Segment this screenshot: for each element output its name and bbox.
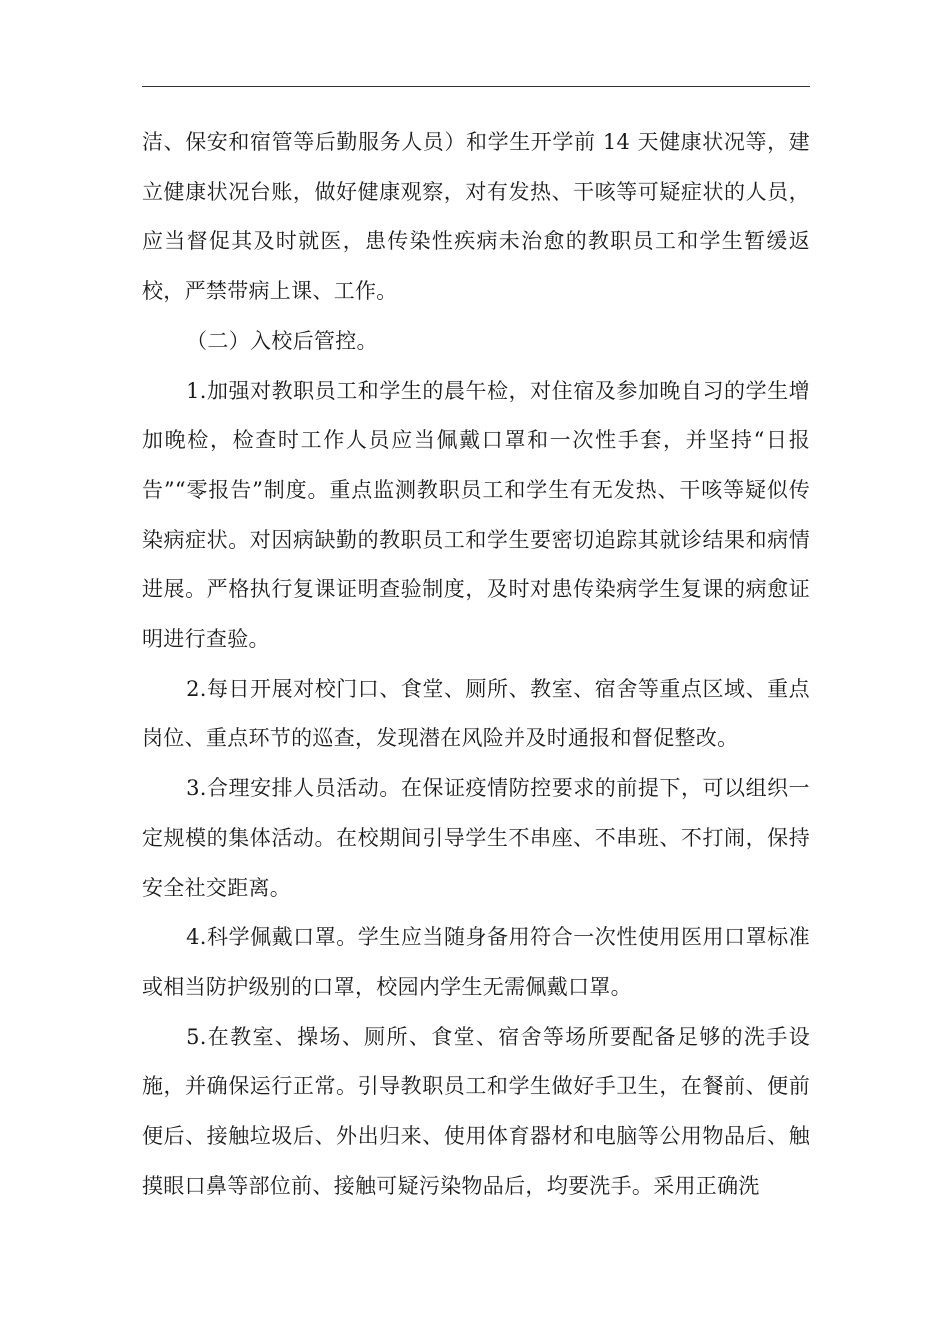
paragraph-continued: 洁、保安和宿管等后勤服务人员）和学生开学前 14 天健康状况等，建立健康状况台账，做好健康观察，对有发热、干咳等可疑症状的人员，应当督促其及时就医，患传染性疾病未治愈的教职员工和学生暂缓返校，严禁带病上课、工作。 — [142, 130, 810, 304]
paragraph-item-3: 3.合理安排人员活动。在保证疫情防控要求的前提下，可以组织一定规模的集体活动。在校期间引导学生不串座、不串班、不打闹，保持安全社交距离。 — [142, 776, 810, 900]
section-heading-2: （二）入校后管控。 — [186, 328, 378, 353]
paragraph-item-5: 5.在教室、操场、厕所、食堂、宿舍等场所要配备足够的洗手设施，并确保运行正常。引导教职员工和学生做好手卫生，在餐前、便前便后、接触垃圾后、外出归来、使用体育器材和电脑等公用物品后、触摸眼口鼻等部位前、接触可疑污染物品后，均要洗手。采用正确洗 — [142, 1024, 810, 1198]
paragraph-item-1: 1.加强对教职员工和学生的晨午检，对住宿及参加晚自习的学生增加晚检，检查时工作人员应当佩戴口罩和一次性手套，并坚持“日报告”“零报告”制度。重点监测教职员工和学生有无发热、干咳等疑似传染病症状。对因病缺勤的教职员工和学生要密切追踪其就诊结果和病情进展。严格执行复课证明查验制度，及时对患传染病学生复课的病愈证明进行查验。 — [142, 378, 810, 652]
paragraph-item-4: 4.科学佩戴口罩。学生应当随身备用符合一次性使用医用口罩标准或相当防护级别的口罩，校园内学生无需佩戴口罩。 — [142, 925, 810, 999]
header-rule — [142, 86, 810, 87]
paragraph-item-2: 2.每日开展对校门口、食堂、厕所、教室、宿舍等重点区域、重点岗位、重点环节的巡查，发现潜在风险并及时通报和督促整改。 — [142, 676, 810, 751]
document-body — [142, 118, 810, 1211]
